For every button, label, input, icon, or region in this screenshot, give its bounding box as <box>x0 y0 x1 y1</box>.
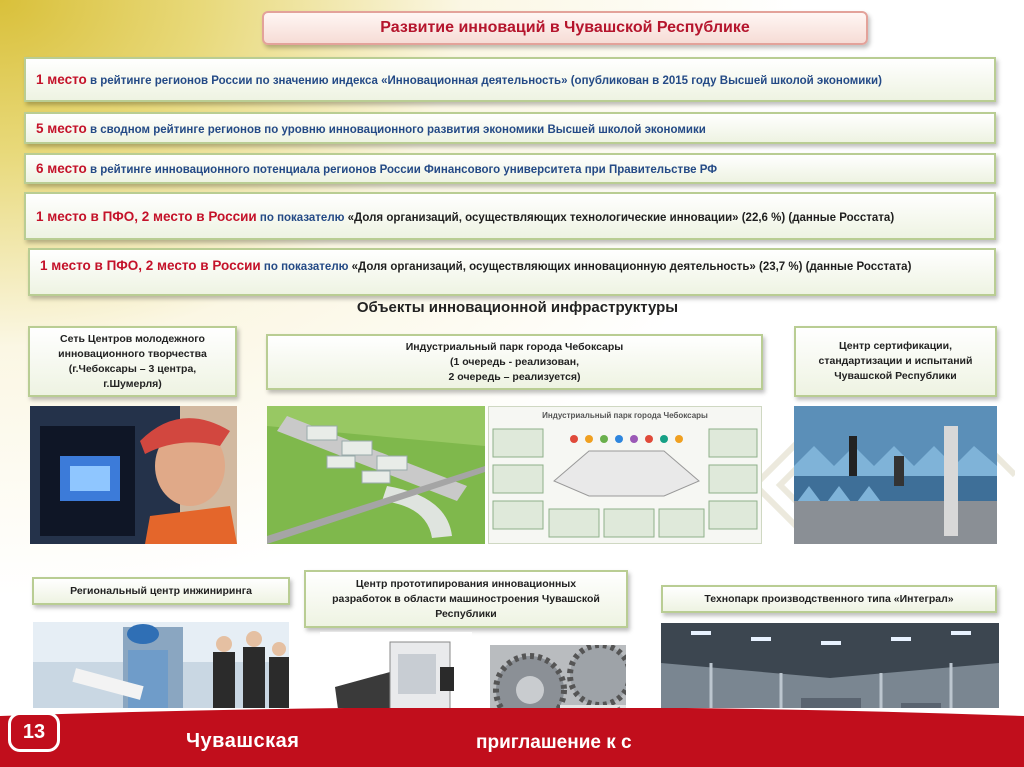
footer-text-left: Чувашская <box>186 730 300 752</box>
certification-chamber-photo <box>794 406 997 544</box>
rank-item: 1 место в ПФО, 2 место в России по показателю «Доля организаций, осуществляющих технологические инновации» (22,6 %) (данные Росстата) <box>24 192 996 240</box>
industrial-park-render <box>267 406 485 544</box>
rank-item: 1 место в ПФО, 2 место в России по показателю «Доля организаций, осуществляющих инновационную деятельность» (23,7 %) (данные Росстата) <box>28 248 996 296</box>
caption-technopark: Технопарк производственного типа «Интеграл» <box>661 585 997 613</box>
caption-certification-center: Центр сертификации, стандартизации и испытаний Чувашской Республики <box>794 326 997 397</box>
caption-youth-centers: Сеть Центров молодежного инновационного творчества (г.Чебоксары – 3 центра, г.Шумерля) <box>28 326 237 397</box>
page-title: Развитие инноваций в Чувашской Республике <box>262 11 868 45</box>
caption-industrial-park: Индустриальный парк города Чебоксары (1 очередь - реализован, 2 очередь – реализуется) <box>266 334 763 390</box>
rank-item: 1 место в рейтинге регионов России по значению индекса «Инновационная деятельность» (опубликован в 2015 году Высшей школой экономики) <box>24 57 996 102</box>
caption-engineering-center: Региональный центр инжиниринга <box>32 577 290 605</box>
caption-prototyping-center: Центр прототипирования инновационных разработок в области машиностроения Чувашской Республики <box>304 570 628 628</box>
page-number: 13 <box>8 712 60 752</box>
youth-center-photo <box>30 406 237 544</box>
footer-text-right: приглашение к с <box>476 732 632 753</box>
scheme-title: Индустриальный парк города Чебоксары <box>542 411 708 420</box>
industrial-park-scheme <box>488 406 762 544</box>
rank-item: 6 место в рейтинге инновационного потенциала регионов России Финансового университета при Правительстве РФ <box>24 153 996 184</box>
rank-item: 5 место в сводном рейтинге регионов по уровню инновационного развития экономики Высшей школой экономики <box>24 112 996 144</box>
engineering-center-photo <box>33 622 289 722</box>
section-title: Объекты инновационной инфраструктуры <box>356 299 679 316</box>
